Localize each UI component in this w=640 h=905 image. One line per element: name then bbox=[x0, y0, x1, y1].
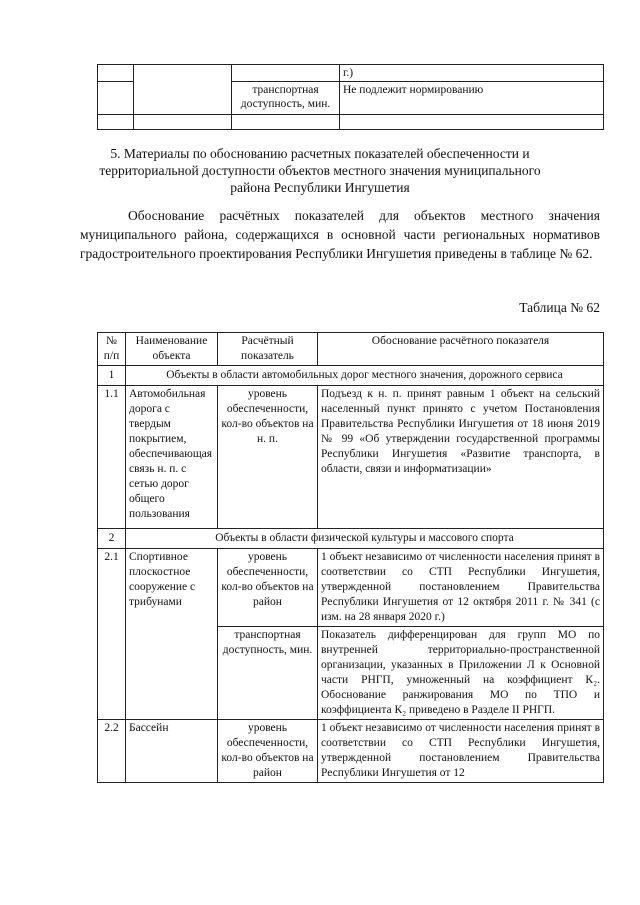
section-title: Объекты в области автомобильных дорог местного значения, дорожного сервиса bbox=[126, 366, 604, 386]
row-indicator: уровень обеспеченности, кол-во объектов на н. п. bbox=[218, 386, 318, 529]
section-num: 1 bbox=[98, 366, 126, 386]
indicators-table bbox=[97, 332, 604, 783]
header-num: № п/п bbox=[98, 333, 126, 366]
table-cell bbox=[134, 115, 232, 130]
table-cell bbox=[232, 115, 340, 130]
table-row bbox=[98, 115, 604, 130]
row-justification: Показатель дифференцирован для групп МО по внутренней территориально-пространственной организации, указанных в Приложении Л к Основной части РНГП, умноженный на коэффициент К₂. Обоснование ранжирования МО по ТПО и коэффициента К₂ приведено в Разделе II РНГП. bbox=[318, 627, 604, 720]
table-row bbox=[98, 549, 604, 627]
row-indicator: транспортная доступность, мин. bbox=[218, 627, 318, 720]
section-title: Объекты в области физической культуры и массового спорта bbox=[126, 529, 604, 549]
row-justification: 1 объект независимо от численности населения принят в соответствии со СТП Республики Ингушетия, утвержденной постановлением Правительства Республики Ингушетия от 12 bbox=[318, 720, 604, 783]
table-cell bbox=[98, 82, 134, 115]
table-cell bbox=[134, 65, 232, 115]
table-header-row bbox=[98, 333, 604, 366]
section-num: 2 bbox=[98, 529, 126, 549]
section-row bbox=[98, 366, 604, 386]
table-row bbox=[98, 65, 604, 82]
row-indicator: уровень обеспеченности, кол-во объектов на район bbox=[218, 720, 318, 783]
row-name: Автомобильная дорога с твердым покрытием, обеспечивающая связь н. п. с сетью дорог общего пользования bbox=[126, 386, 218, 529]
row-num: 1.1 bbox=[98, 386, 126, 529]
value-cell: Не подлежит нормированию bbox=[340, 82, 604, 115]
row-name: Бассейн bbox=[126, 720, 218, 783]
row-justification: 1 объект независимо от численности населения принят в соответствии со СТП Республики Ингушетия, утвержденной постановлением Правительства Республики Ингушетия от 12 октября 2011 г. № 341 (с изм. на 28 января 2020 г.) bbox=[318, 549, 604, 627]
table-cell bbox=[340, 115, 604, 130]
section-heading: 5. Материалы по обоснованию расчетных показателей обеспеченности и территориальной доступности объектов местного значения муниципального района Республики Ингушетия bbox=[99, 146, 541, 195]
table-cell bbox=[98, 115, 134, 130]
table-cell bbox=[232, 65, 340, 82]
continuation-table bbox=[97, 64, 604, 130]
row-num: 2.2 bbox=[98, 720, 126, 783]
row-num: 2.1 bbox=[98, 549, 126, 720]
table-cell bbox=[98, 65, 134, 82]
row-justification: Подъезд к н. п. принят равным 1 объект на сельский населенный пункт принято с учетом Постановления Правительства Республики Ингушетия от 18 июня 2019 № 99 «Об утверждении государственной программы Республики Ингушетия «Развитие транспорта, в области, связи и информатизации» bbox=[318, 386, 604, 529]
header-justification: Обоснование расчётного показателя bbox=[318, 333, 604, 366]
intro-paragraph: Обоснование расчётных показателей для объектов местного значения муниципального района, содержащихся в основной части региональных нормативов градостроительного проектирования Республики Ингушетия приведены в таблице № 62. bbox=[80, 208, 600, 261]
table-cell: г.) bbox=[340, 65, 604, 82]
header-name: Наименование объекта bbox=[126, 333, 218, 366]
indicator-cell: транспортная доступность, мин. bbox=[232, 82, 340, 115]
table-caption: Таблица № 62 bbox=[519, 300, 600, 315]
table-row bbox=[98, 720, 604, 783]
header-indicator: Расчётный показатель bbox=[218, 333, 318, 366]
section-row bbox=[98, 529, 604, 549]
row-name: Спортивное плоскостное сооружение с трибунами bbox=[126, 549, 218, 720]
row-indicator: уровень обеспеченности, кол-во объектов на район bbox=[218, 549, 318, 627]
table-row bbox=[98, 386, 604, 529]
